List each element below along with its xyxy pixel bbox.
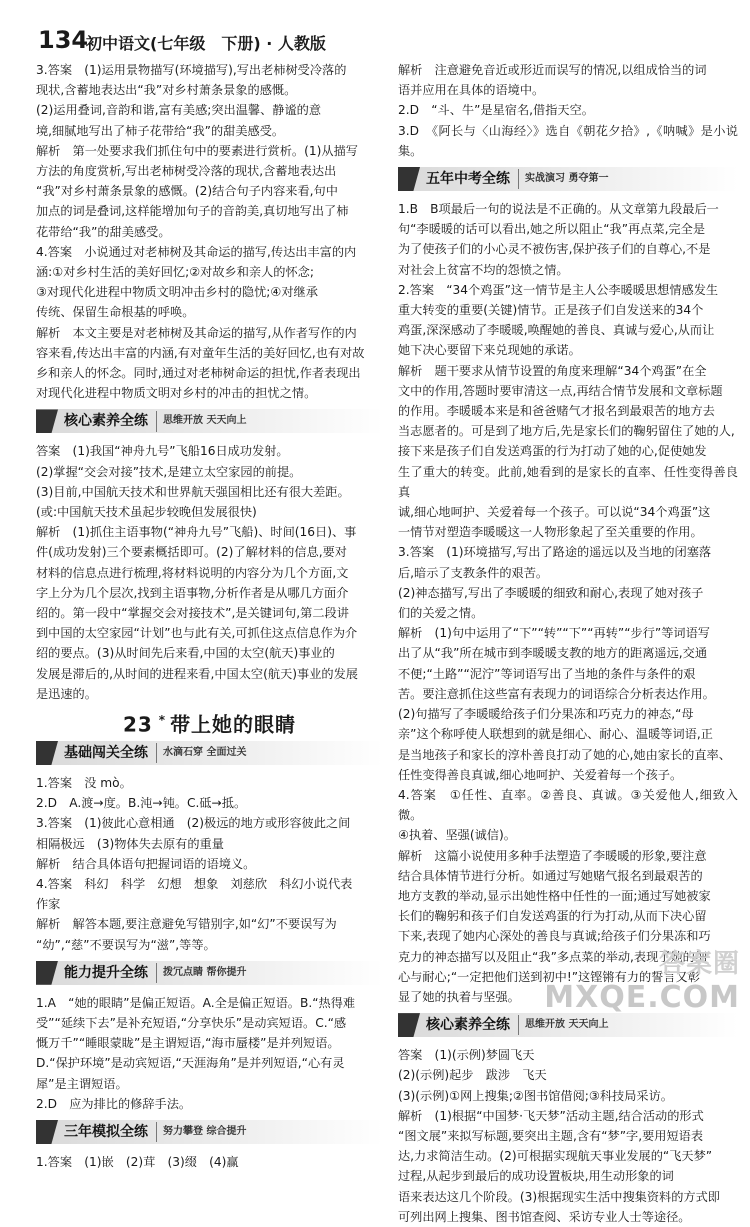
text-line: 2.D 应为排比的修辞手法。 [36,1096,192,1111]
text-line: 解析 第一处要求我们抓住句中的要素进行赏析。(1)从描写 [36,143,358,158]
lesson-title: 带上她的眼睛 [170,712,297,737]
text-line: 解析 题干要求从情节设置的角度来理解“34个鸡蛋”在全 [398,363,707,378]
text-line: 对社会上贫富不均的怨愤之情。 [398,262,569,277]
text-line: 结合具体情节进行分析。如通过写她赌气报名到最艰苦的 [398,868,703,883]
text-line: 句“李暖暖的话可以看出,她之所以阻止“我”再点菜,完全是 [398,222,706,237]
banner-subtitle: 拨冗点睛 帮你提升 [156,963,246,983]
text-line: 答案 (1)我国“神舟九号”飞船16日成功发射。 [36,444,289,459]
text-line: 当志愿者的。可是到了地方后,先是家长们的鞠躬留住了她的人, [398,424,735,439]
text-line: 慨万千”“睡眼蒙眬”是主谓短语,“海市蜃楼”是并列短语。 [36,1036,340,1051]
text-line: 受”“延续下去”是补充短语,“分享快乐”是动宾短语。C.“感 [36,1015,347,1030]
mock-block [36,1152,383,1172]
text-line: 绍的要点。(3)从时间先后来看,中国的太空(航天)事业的 [36,646,335,661]
text-line: 后,暗示了支教条件的艰苦。 [398,565,549,580]
text-line: 的作用。李暖暖本来是和爸爸赌气才报名到最艰苦的地方去 [398,404,715,419]
text-line: 过程,从起步到最后的成功设置板块,用生动形象的词 [398,1169,674,1184]
text-line: 解析 注意避免音近或形近而误写的情况,以组成恰当的词 [398,63,707,77]
text-line: 1.答案 没 mò。 [36,775,132,790]
text-line: 诚,细心地呵护、关爱着每一个孩子。可以说“34个鸡蛋”这 [398,505,711,520]
text-line: 花带给“我”的甜美感受。 [36,224,171,239]
lesson-heading [36,710,383,735]
watermark-en: MXQE.COM [544,980,740,1015]
text-line: 相隔极远 (3)物体失去原有的重量 [36,836,224,851]
text-line: 解析 本文主要是对老柿树及其命运的描写,从作者写作的内 [36,325,357,340]
banner-title: 核心素养全练 [64,413,148,430]
text-line: 境,细腻地写出了柿子花带给“我”的甜美感受。 [36,123,285,138]
right-column [398,60,738,1227]
text-line: “我”对乡村萧条景象的感慨。(2)结合句子内容来看,句中 [36,184,338,199]
text-line: 4.答案 科幻 科学 幻想 想象 刘慈欣 科幻小说代表 [36,876,353,891]
text-line: 对现代化进程中物质文明对乡村的冲击的担忧之情。 [36,386,317,401]
text-line: 她下决心要留下来兑现她的承诺。 [398,343,581,358]
text-line: 到中国的太空家园“计划”也与此有关,可抓住这点信息作为介 [36,626,358,641]
text-line: 文中的作用,答题时要审清这一点,再结合情节发展和文章标题 [398,383,723,398]
text-line: 生了重大的转变。此前,她看到的是家长的直率、任性变得善良真 [398,464,738,499]
text-line: (3)目前,中国航天技术和世界航天强国相比还有很大差距。 [36,484,350,499]
text-line: 2.D “斗、牛”是星宿名,借指天空。 [398,103,594,118]
text-line: 涵:①对乡村生活的美好回忆;②对故乡和亲人的怀念; [36,265,314,280]
section-banner-basic [36,741,383,765]
text-line: 犀”是主谓短语。 [36,1076,128,1091]
book-title: 初中语文(七年级 下册) · 人教版 [86,34,326,53]
text-line: 重大转变的重要(关键)情节。正是孩子们自发送来的34个 [398,303,704,318]
text-line: 出了从“我”所在城市到李暖暖支教的地方的距离遥远,交通 [398,646,708,661]
text-line: 下来,表现了她内心深处的善良与真诚;给孩子们分果冻和巧 [398,929,711,944]
text-line: (2)运用叠词,音韵和谐,富有美感;突出温馨、静谧的意 [36,103,322,118]
text-line: 解析 结合具体语句把握词语的语境义。 [36,856,256,871]
text-line: 解析 (1)句中运用了“下”“转”“下”“再转”“步行”等词语写 [398,626,710,641]
left-column [36,60,383,1172]
text-line: 绍的。第一段中“掌握交会对接技术”,是关键词句,第二段讲 [36,606,349,621]
text-line: 2.D A.渡→度。B.沌→钝。C.砥→抵。 [36,796,247,811]
text-line: “图文展”来拟写标题,要突出主题,含有“梦”字,要用短语表 [398,1128,704,1143]
text-line: 2.答案 “34个鸡蛋”这一情节是主人公李暖暖思想情感发生 [398,282,719,297]
text-line: 长们的鞠躬和孩子们自发送鸡蛋的行为打动,从而下决心留 [398,909,707,924]
banner-subtitle: 实战演习 勇夺第一 [518,169,608,189]
text-line: 材料的信息点进行梳理,将材料说明的内容分为几个方面,文 [36,565,349,580]
answer-4-block [36,242,383,404]
text-line: 为了使孩子们的小心灵不被伤害,保护孩子们的自尊心,不是 [398,242,711,257]
text-line: 发展是滞后的,从时间的进程来看,中国太空(航天)事业的发展 [36,666,358,681]
text-line: 克力的神态描写以及阻止“我”多点菜的举动,表现了她的细 [398,949,708,964]
section-banner-ability [36,961,383,985]
exam-block [398,199,738,1007]
text-line: 3.答案 (1)运用景物描写(环境描写),写出老柿树受冷落的 [36,63,347,77]
text-line: 4.答案 小说通过对老柿树及其命运的描写,传达出丰富的内 [36,244,357,259]
text-line: 4.答案 ①任性、直率。②善良、真诚。③关爱他人,细致入微。 [398,787,738,823]
watermark-cn: 答案圈 [658,949,740,979]
text-line: 作家 [36,897,61,912]
text-line: 乡和亲人的怀念。同时,通过对老柿树命运的担忧,作者表现出 [36,366,361,381]
text-line: (2)掌握“交会对接”技术,是建立太空家园的前提。 [36,464,302,479]
banner-pen-icon [398,1013,420,1037]
text-line: ④执着、坚强(诚信)。 [398,828,516,843]
text-line: 容来看,传达出丰富的内涵,有对童年生活的美好回忆,也有对故 [36,345,365,360]
banner-title: 三年模拟全练 [64,1123,148,1140]
basic-block [36,773,383,955]
text-line: 是当地孩子和家长的淳朴善良打动了她的心,她由家长的直率、 [398,747,731,762]
section-banner-mock [36,1120,383,1144]
text-line: 心与耐心;“一定把他们送到初中!”这铿锵有力的誓言又彰 [398,969,700,984]
text-line: 加点的词是叠词,这样能增加句子的音韵美,真切地写出了柿 [36,204,349,219]
lesson-star: * [158,713,167,728]
section-banner-core [36,409,383,433]
text-line: 是迅速的。 [36,686,97,701]
text-line: 解析 这篇小说使用多种手法塑造了李暖暖的形象,要注意 [398,848,707,863]
banner-subtitle: 水滴石穿 全面过关 [156,743,246,763]
banner-pen-icon [36,741,58,765]
text-line: 3.答案 (1)彼此心意相通 (2)极远的地方或形容彼此之间 [36,816,351,831]
banner-pen-icon [36,1120,58,1144]
banner-title: 五年中考全练 [426,170,510,187]
banner-subtitle: 思维开放 天天向上 [518,1015,608,1035]
text-line: 3.答案 (1)环境描写,写出了路途的遥远以及当地的闭塞落 [398,545,712,560]
core-block [36,441,383,704]
text-line: 接下来是孩子们自发送鸡蛋的行为打动了她的心,促使她发 [398,444,707,459]
text-line: 传统、保留生命根基的呼唤。 [36,305,195,320]
banner-title: 基础闯关全练 [64,744,148,761]
page-header [0,0,750,58]
banner-pen-icon [398,167,420,191]
text-line: D.“保护环境”是动宾短语,“天涯海角”是并列短语,“心有灵 [36,1056,345,1071]
text-line: 们的关爱之情。 [398,606,484,621]
text-line: 1.A “她的眼睛”是偏正短语。A.全是偏正短语。B.“热得难 [36,995,356,1010]
text-line: 亲”这个称呼使人联想到的就是细心、耐心、温暖等词语,正 [398,727,713,742]
text-line: 字上分为几个层次,找到主语事物,分析作者是从哪几方面介 [36,585,349,600]
banner-pen-icon [36,961,58,985]
text-line: (2)神态描写,写出了李暖暖的细致和耐心,表现了她对孩子 [398,585,704,600]
page-number: 134 [38,26,89,54]
text-line: 语并应用在具体的语境中。 [398,83,545,98]
text-line: 解析 解答本题,要注意避免写错别字,如“幻”不要误写为 [36,917,337,932]
text-line: 现状,含蓄地表达出“我”对乡村萧条景象的感慨。 [36,83,297,98]
site-watermark [544,943,740,1015]
section-banner-core-2 [398,1013,738,1037]
banner-title: 能力提升全练 [64,964,148,981]
text-line: (2)句描写了李暖暖给孩子们分果冻和巧克力的神态,“母 [398,707,694,722]
text-line: 一情节对塑造李暖暖这一人物形象起了至关重要的作用。 [398,525,703,540]
text-line: ③对现代化进程中物质文明冲击乡村的隐忧;④对继承 [36,285,318,300]
text-line: 显了她的执着与坚强。 [398,989,520,1004]
text-line: 地方支教的举动,显示出她性格中任性的一面;通过写她被家 [398,888,711,903]
section-banner-exam [398,167,738,191]
banner-subtitle: 努力攀登 综合提升 [156,1122,246,1142]
text-line: (或:中国航天技术虽起步较晚但发展很快) [36,505,257,520]
banner-title: 核心素养全练 [426,1017,510,1034]
text-line: 不便;“土路”“泥泞”等词语写出了当地的条件与条件的艰 [398,666,696,681]
text-line: “幼”,“慈”不要误写为“滋”,等等。 [36,937,216,952]
answer-3-block [36,60,383,242]
text-line: (3)(示例)①网上搜集;②图书馆借阅;③科技局采访。 [398,1088,673,1103]
core2-block [398,1045,738,1227]
text-line: (2)(示例)起步 跋涉 飞天 [398,1068,547,1083]
text-line: 方法的角度赏析,写出老柿树受冷落的现状,含蓄地表达出 [36,164,337,179]
text-line: 苦。要注意抓住这些富有表现力的词语综合分析表达作用。 [398,686,715,701]
ability-block [36,993,383,1114]
banner-pen-icon [36,409,58,433]
banner-subtitle: 思维开放 天天向上 [156,411,246,431]
text-line: 解析 (1)根据“中国梦·飞天梦”活动主题,结合活动的形式 [398,1108,704,1123]
text-line: 3.D 《阿长与〈山海经〉》选自《朝花夕拾》,《呐喊》是小说集。 [398,123,738,158]
text-line: 可列出网上搜集、图书馆查阅、采访专业人士等途径。 [398,1209,691,1224]
text-line: 达,力求简洁生动。(2)可根据实现航天事业发展的“飞天梦” [398,1149,713,1164]
text-line: 鸡蛋,深深感动了李暖暖,唤醒她的善良、真诚与爱心,从而让 [398,323,715,338]
text-line: 1.B B项最后一句的说法是不正确的。从文章第九段最后一 [398,202,719,217]
lesson-number: 23 [122,712,153,737]
text-line: 件(成功发射)三个要素概括即可。(2)了解材料的信息,要对 [36,545,347,560]
text-line: 答案 (1)(示例)梦圆飞天 [398,1048,535,1063]
text-line: 1.答案 (1)嵌 (2)茸 (3)缀 (4)赢 [36,1155,239,1169]
right-top-block [398,60,738,161]
text-line: 解析 (1)抓住主语事物(“神舟九号”飞船)、时间(16日)、事 [36,525,357,540]
text-line: 语来表达这几个阶段。(3)根据现实生活中搜集资料的方式即 [398,1189,720,1204]
text-line: 任性变得善良真诚,细心地呵护、关爱着每一个孩子。 [398,767,683,782]
